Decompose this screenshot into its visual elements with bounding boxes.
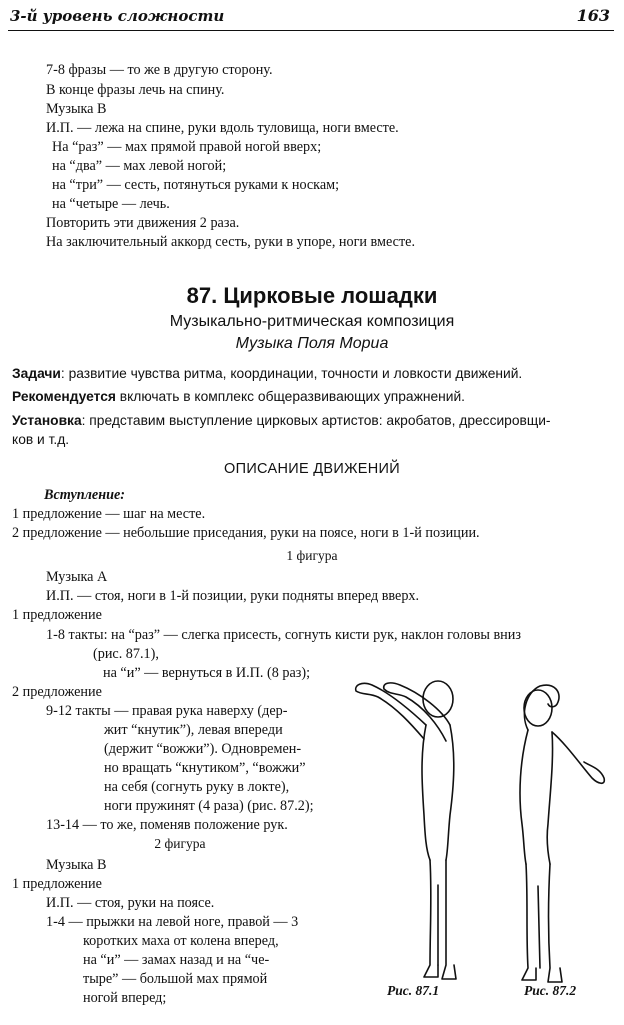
page-header [8,6,614,31]
text-line: ноги пружинят (4 раза) (рис. 87.2); [104,798,314,814]
text-line: В конце фразы лечь на спину. [46,82,225,98]
page-number: 163 [576,6,610,25]
figure-caption: Рис. 87.1 [387,983,440,998]
text-line: коротких маха от колена вперед, [83,933,279,949]
sentence-label: 2 предложение [12,684,102,700]
text-line: на “и” — замах назад и на “че- [83,952,270,968]
text-line: 1-4 — прыжки на левой ноге, правой — 3 [46,914,299,930]
text-line: 2 предложение — небольшие приседания, руки на поясе, ноги в 1-й позиции. [12,525,480,541]
text-line: на “два” — мах левой ногой; [52,158,227,174]
text-line: на “и” — вернуться в И.П. (8 раз); [103,665,311,681]
tasks-text: : развитие чувства ритма, координации, точности и ловкости движений. [60,366,523,381]
text-line: 13-14 — то же, поменяв положение рук. [46,817,288,833]
music-label: Музыка В [46,101,107,117]
tasks-label: Задачи [12,366,61,381]
music-label: Музыка А [46,569,108,585]
text-line: на “четыре — лечь. [52,196,170,212]
text-line: на “три” — сесть, потянуться руками к носкам; [52,177,340,193]
running-section-title: 3-й уровень сложности [10,7,225,25]
figure-87-1-illustration [350,655,500,995]
text-line: 1-8 такты: на “раз” — слегка присесть, согнуть кисти рук, наклон головы вниз [46,627,521,643]
text-line: 7-8 фразы — то же в другую сторону. [46,62,273,78]
figure-87-2-illustration [488,668,612,994]
text-line: Повторить эти движения 2 раза. [46,215,240,231]
text-line: (держит “вожжи”). Одновремен- [104,741,302,757]
recommend-label: Рекомендуется [12,389,116,404]
composition-subtitle: Музыкально-ритмическая композиция [169,313,455,330]
text-line: На заключительный аккорд сесть, руки в упоре, ноги вместе. [46,234,415,250]
sentence-label: 1 предложение [12,607,102,623]
text-line: (рис. 87.1), [93,646,159,662]
text-line: жит “кнутик”), левая впереди [104,722,283,738]
figure-2-heading: 2 фигура [154,836,206,851]
setup-paragraph [12,411,551,431]
text-line: И.П. — стоя, руки на поясе. [46,895,215,911]
intro-label: Вступление: [44,487,125,503]
text-line: И.П. — лежа на спине, руки вдоль туловища, ноги вместе. [46,120,399,136]
text-line: на себя (согнуть руку в локте), [104,779,290,795]
figure-1-heading: 1 фигура [286,548,338,563]
section-heading: ОПИСАНИЕ ДВИЖЕНИЙ [224,461,400,477]
tasks-paragraph [12,364,522,384]
composition-music: Музыка Поля Мориа [235,335,389,352]
text-line: На “раз” — мах прямой правой ногой вверх; [52,139,322,155]
composition-title: 87. Цирковые лошадки [186,283,438,308]
music-label: Музыка В [46,857,107,873]
text-line: ногой вперед; [83,990,167,1006]
text-line: 9-12 такты — правая рука наверху (дер- [46,703,288,719]
figure-caption: Рис. 87.2 [524,983,577,998]
text-line: но вращать “кнутиком”, “вожжи” [104,760,306,776]
setup-text-continued: ков и т.д. [12,432,70,447]
setup-text: : представим выступление цирковых артистов: акробатов, дрессировщи- [81,413,551,428]
setup-label: Установка [12,413,82,428]
text-line: И.П. — стоя, ноги в 1-й позиции, руки подняты вперед вверх. [46,588,420,604]
recommend-paragraph [12,387,465,407]
recommend-text: включать в комплекс общеразвивающих упражнений. [115,389,465,404]
text-line: 1 предложение — шаг на месте. [12,506,206,522]
text-line: тыре” — большой мах прямой [83,971,268,987]
sentence-label: 1 предложение [12,876,102,892]
